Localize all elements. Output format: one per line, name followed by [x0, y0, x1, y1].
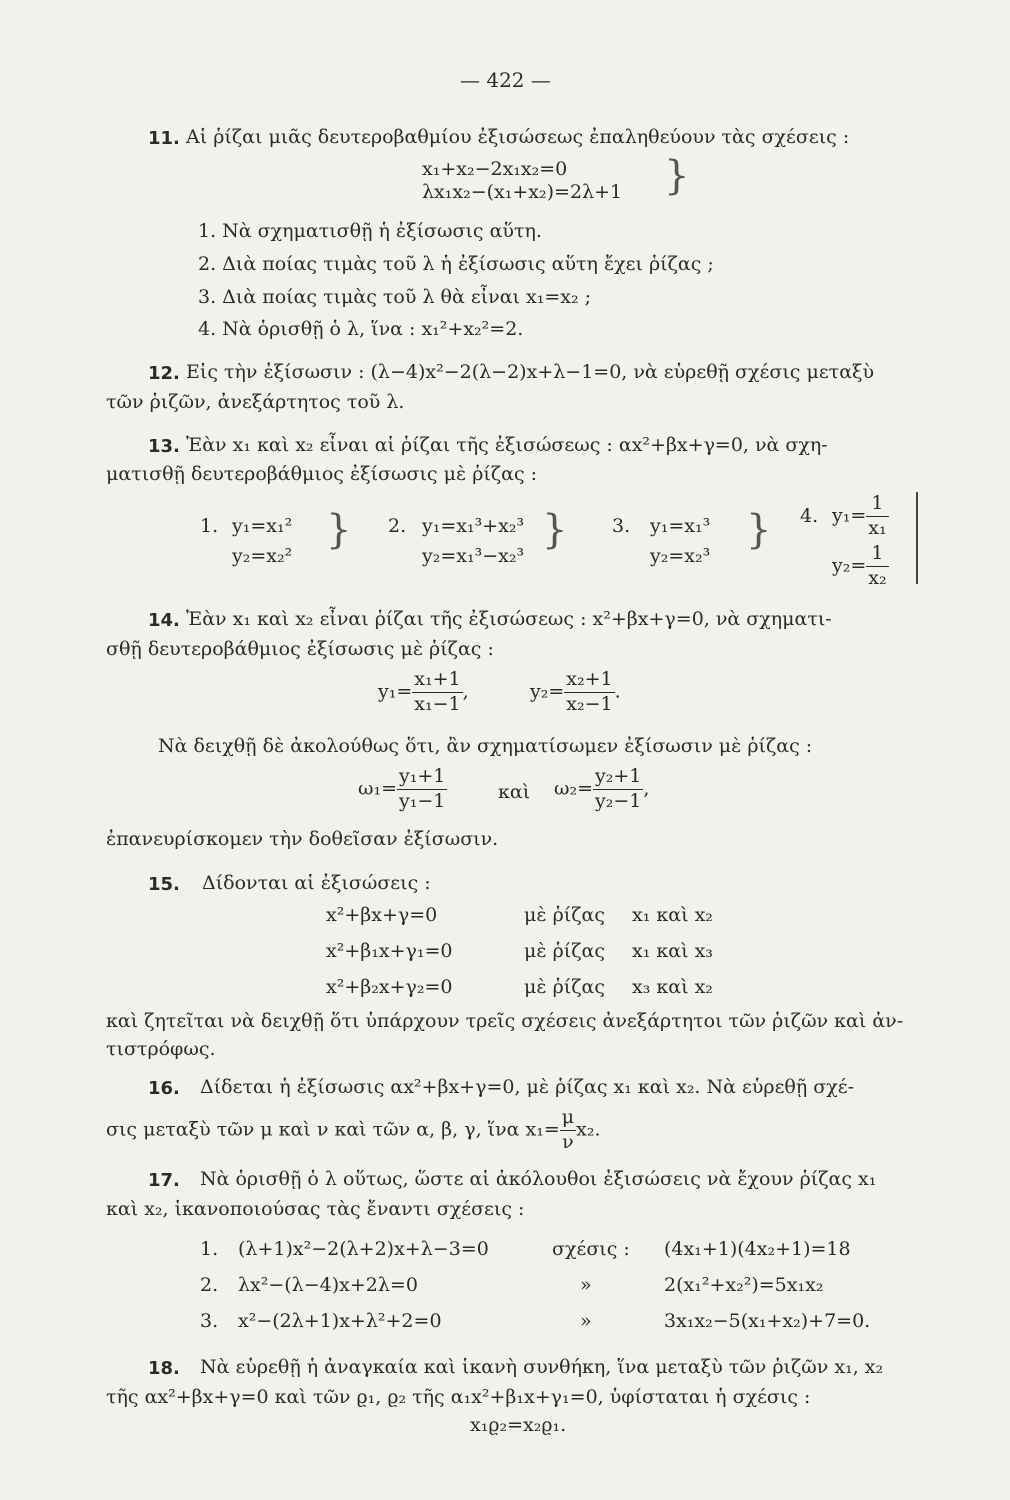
y1-expression: y₁= $\frac{\text{x₁+1}}{\text{x₁−1}}$ ,	[378, 668, 469, 715]
group-3-y1: y₁=x₁³	[650, 515, 711, 537]
problem-18-line1: Νὰ εὑρεθῇ ἡ ἀναγκαία καὶ ἱκανὴ συνθήκη, ἵνα μεταξὺ τῶν ῥιζῶν x₁, x₂	[200, 1356, 884, 1378]
problem-13-number: 13.	[148, 436, 180, 457]
fraction: $\frac{1}{\text{x₂}}$	[868, 542, 887, 589]
problem-15-number: 15.	[148, 874, 180, 895]
problem-11-item: 2. Διὰ ποίας τιμὰς τοῦ λ ἡ ἐξίσωσις αὕτη ἔχει ῥίζας ;	[198, 253, 714, 275]
problem-15-line1: καὶ ζητεῖται νὰ δειχθῇ ὅτι ὑπάρχουν τρεῖς σχέσεις ἀνεξάρτητοι τῶν ῥιζῶν καὶ ἀν-	[106, 1010, 904, 1032]
group-4-y2: y₂= $\frac{1}{\text{x₂}}$	[832, 542, 887, 589]
p17-mid: »	[580, 1274, 592, 1296]
brace-icon: }	[326, 507, 352, 553]
problem-16-line1: Δίδεται ἡ ἐξίσωσις αx²+βx+γ=0, μὲ ῥίζας x₁ καὶ x₂. Νὰ εὑρεθῇ σχέ-	[200, 1076, 855, 1098]
problem-14-line4: ἐπανευρίσκομεν τὴν δοθεῖσαν ἐξίσωσιν.	[106, 828, 499, 850]
problem-15-text: Δίδονται αἱ ἐξισώσεις :	[202, 872, 431, 894]
problem-14-line1: Ἐὰν x₁ καὶ x₂ εἶναι ῥίζαι τῆς ἐξισώσεως : x²+βx+γ=0, νὰ σχηματι-	[186, 608, 832, 630]
problem-11-item: 4. Νὰ ὁρισθῇ ὁ λ, ἵνα : x₁²+x₂²=2.	[198, 318, 524, 340]
problem-11-eq1: x₁+x₂−2x₁x₂=0	[422, 158, 568, 180]
fraction: $\frac{\text{x₁+1}}{\text{x₁−1}}$	[414, 668, 461, 715]
p17-mid: σχέσις :	[552, 1238, 630, 1260]
problem-14-line2: σθῇ δευτεροβάθμιος ἐξίσωσις μὲ ῥίζας :	[106, 638, 494, 660]
group-3-y2: y₂=x₂³	[650, 545, 711, 567]
p17-eq: x²−(2λ+1)x+λ²+2=0	[238, 1310, 442, 1332]
brace-icon: }	[746, 507, 772, 553]
group-1-y1: y₁=x₁²	[232, 515, 293, 537]
p17-label: 3.	[200, 1310, 219, 1332]
problem-13-line1: Ἐὰν x₁ καὶ x₂ εἶναι αἱ ῥίζαι τῆς ἐξισώσεως : αx²+βx+γ=0, νὰ σχη-	[186, 434, 828, 456]
problem-12-line2: τῶν ῥιζῶν, ἀνεξάρτητος τοῦ λ.	[106, 391, 405, 413]
p15-roots: x₁ καὶ x₃	[632, 940, 713, 962]
problem-12-line1: Εἰς τὴν ἐξίσωσιν : (λ−4)x²−2(λ−2)x+λ−1=0, νὰ εὑρεθῇ σχέσις μεταξὺ	[186, 361, 875, 383]
page-number: — 422 —	[460, 68, 551, 92]
problem-17-number: 17.	[148, 1170, 180, 1191]
p17-rel: 2(x₁²+x₂²)=5x₁x₂	[664, 1274, 824, 1296]
group-2-label: 2.	[388, 515, 407, 537]
brace-icon: }	[542, 507, 568, 553]
group-1-label: 1.	[200, 515, 219, 537]
group-4-y1: y₁= $\frac{1}{\text{x₁}}$	[832, 492, 887, 539]
y2-expression: y₂= $\frac{\text{x₂+1}}{\text{x₂−1}}$ .	[530, 668, 621, 715]
p17-label: 2.	[200, 1274, 219, 1296]
group-4-label: 4.	[800, 505, 819, 527]
problem-11-number: 11.	[148, 128, 180, 149]
problem-17-line2: καὶ x₂, ἱκανοποιούσας τὰς ἔναντι σχέσεις :	[106, 1198, 525, 1220]
fraction: $\frac{\text{y₂+1}}{\text{y₂−1}}$	[595, 765, 642, 812]
kai-word: καὶ	[498, 781, 531, 803]
p17-label: 1.	[200, 1238, 219, 1260]
group-3-label: 3.	[612, 515, 631, 537]
fraction: $\frac{\text{x₂+1}}{\text{x₂−1}}$	[566, 668, 613, 715]
w1-expression: ω₁= $\frac{\text{y₁+1}}{\text{y₁−1}}$	[358, 765, 446, 812]
problem-18-line2: τῆς αx²+βx+γ=0 καὶ τῶν ϱ₁, ϱ₂ τῆς α₁x²+β₁x+γ₁=0, ὑφίσταται ἡ σχέσις :	[106, 1386, 811, 1408]
brace-icon: }	[664, 153, 690, 199]
p17-mid: »	[580, 1310, 592, 1332]
fraction: $\frac{\text{y₁+1}}{\text{y₁−1}}$	[399, 765, 446, 812]
problem-11-text: Αἱ ῥίζαι μιᾶς δευτεροβαθμίου ἐξισώσεως ἐπαληθεύουν τὰς σχέσεις :	[186, 126, 850, 148]
problem-16-line2: σις μεταξὺ τῶν μ καὶ ν καὶ τῶν α, β, γ, ἵνα x₁= $\frac{\mu}{\nu}$ x₂.	[106, 1106, 601, 1153]
p15-mid: μὲ ῥίζας	[524, 940, 605, 962]
p15-mid: μὲ ῥίζας	[524, 904, 605, 926]
group-2-y1: y₁=x₁³+x₂³	[422, 515, 525, 537]
p15-eq: x²+β₁x+γ₁=0	[326, 940, 453, 962]
group-1-y2: y₂=x₂²	[232, 545, 293, 567]
fraction: $\frac{1}{\text{x₁}}$	[868, 492, 887, 539]
fraction: $\frac{\mu}{\nu}$	[561, 1106, 575, 1153]
p15-mid: μὲ ῥίζας	[524, 976, 605, 998]
p17-eq: (λ+1)x²−2(λ+2)x+λ−3=0	[238, 1238, 489, 1260]
p17-rel: 3x₁x₂−5(x₁+x₂)+7=0.	[664, 1310, 871, 1332]
problem-14-number: 14.	[148, 610, 180, 631]
problem-11-eq2: λx₁x₂−(x₁+x₂)=2λ+1	[422, 181, 623, 203]
p15-eq: x²+βx+γ=0	[326, 904, 438, 926]
problem-18-line3: x₁ϱ₂=x₂ϱ₁.	[470, 1414, 567, 1436]
group-2-y2: y₂=x₁³−x₂³	[422, 545, 525, 567]
p15-roots: x₃ καὶ x₂	[632, 976, 713, 998]
bracket-line	[916, 492, 918, 584]
problem-16-number: 16.	[148, 1078, 180, 1099]
p17-eq: λx²−(λ−4)x+2λ=0	[238, 1274, 418, 1296]
p15-eq: x²+β₂x+γ₂=0	[326, 976, 453, 998]
problem-12-number: 12.	[148, 363, 180, 384]
p17-rel: (4x₁+1)(4x₂+1)=18	[664, 1238, 851, 1260]
w2-expression: ω₂= $\frac{\text{y₂+1}}{\text{y₂−1}}$ ,	[554, 765, 650, 812]
problem-15-line2: τιστρόφως.	[106, 1038, 216, 1060]
problem-18-number: 18.	[148, 1358, 180, 1379]
problem-17-line1: Νὰ ὁρισθῇ ὁ λ οὕτως, ὥστε αἱ ἀκόλουθοι ἐξισώσεις νὰ ἔχουν ῥίζας x₁	[200, 1168, 877, 1190]
p15-roots: x₁ καὶ x₂	[632, 904, 713, 926]
problem-13-line2: ματισθῇ δευτεροβάθμιος ἐξίσωσις μὲ ῥίζας :	[106, 463, 538, 485]
problem-11-item: 3. Διὰ ποίας τιμὰς τοῦ λ θὰ εἶναι x₁=x₂ ;	[198, 286, 592, 308]
problem-11-item: 1. Νὰ σχηματισθῇ ἡ ἐξίσωσις αὕτη.	[198, 220, 542, 242]
problem-14-line3: Νὰ δειχθῇ δὲ ἀκολούθως ὅτι, ἂν σχηματίσωμεν ἐξίσωσιν μὲ ῥίζας :	[158, 735, 813, 757]
